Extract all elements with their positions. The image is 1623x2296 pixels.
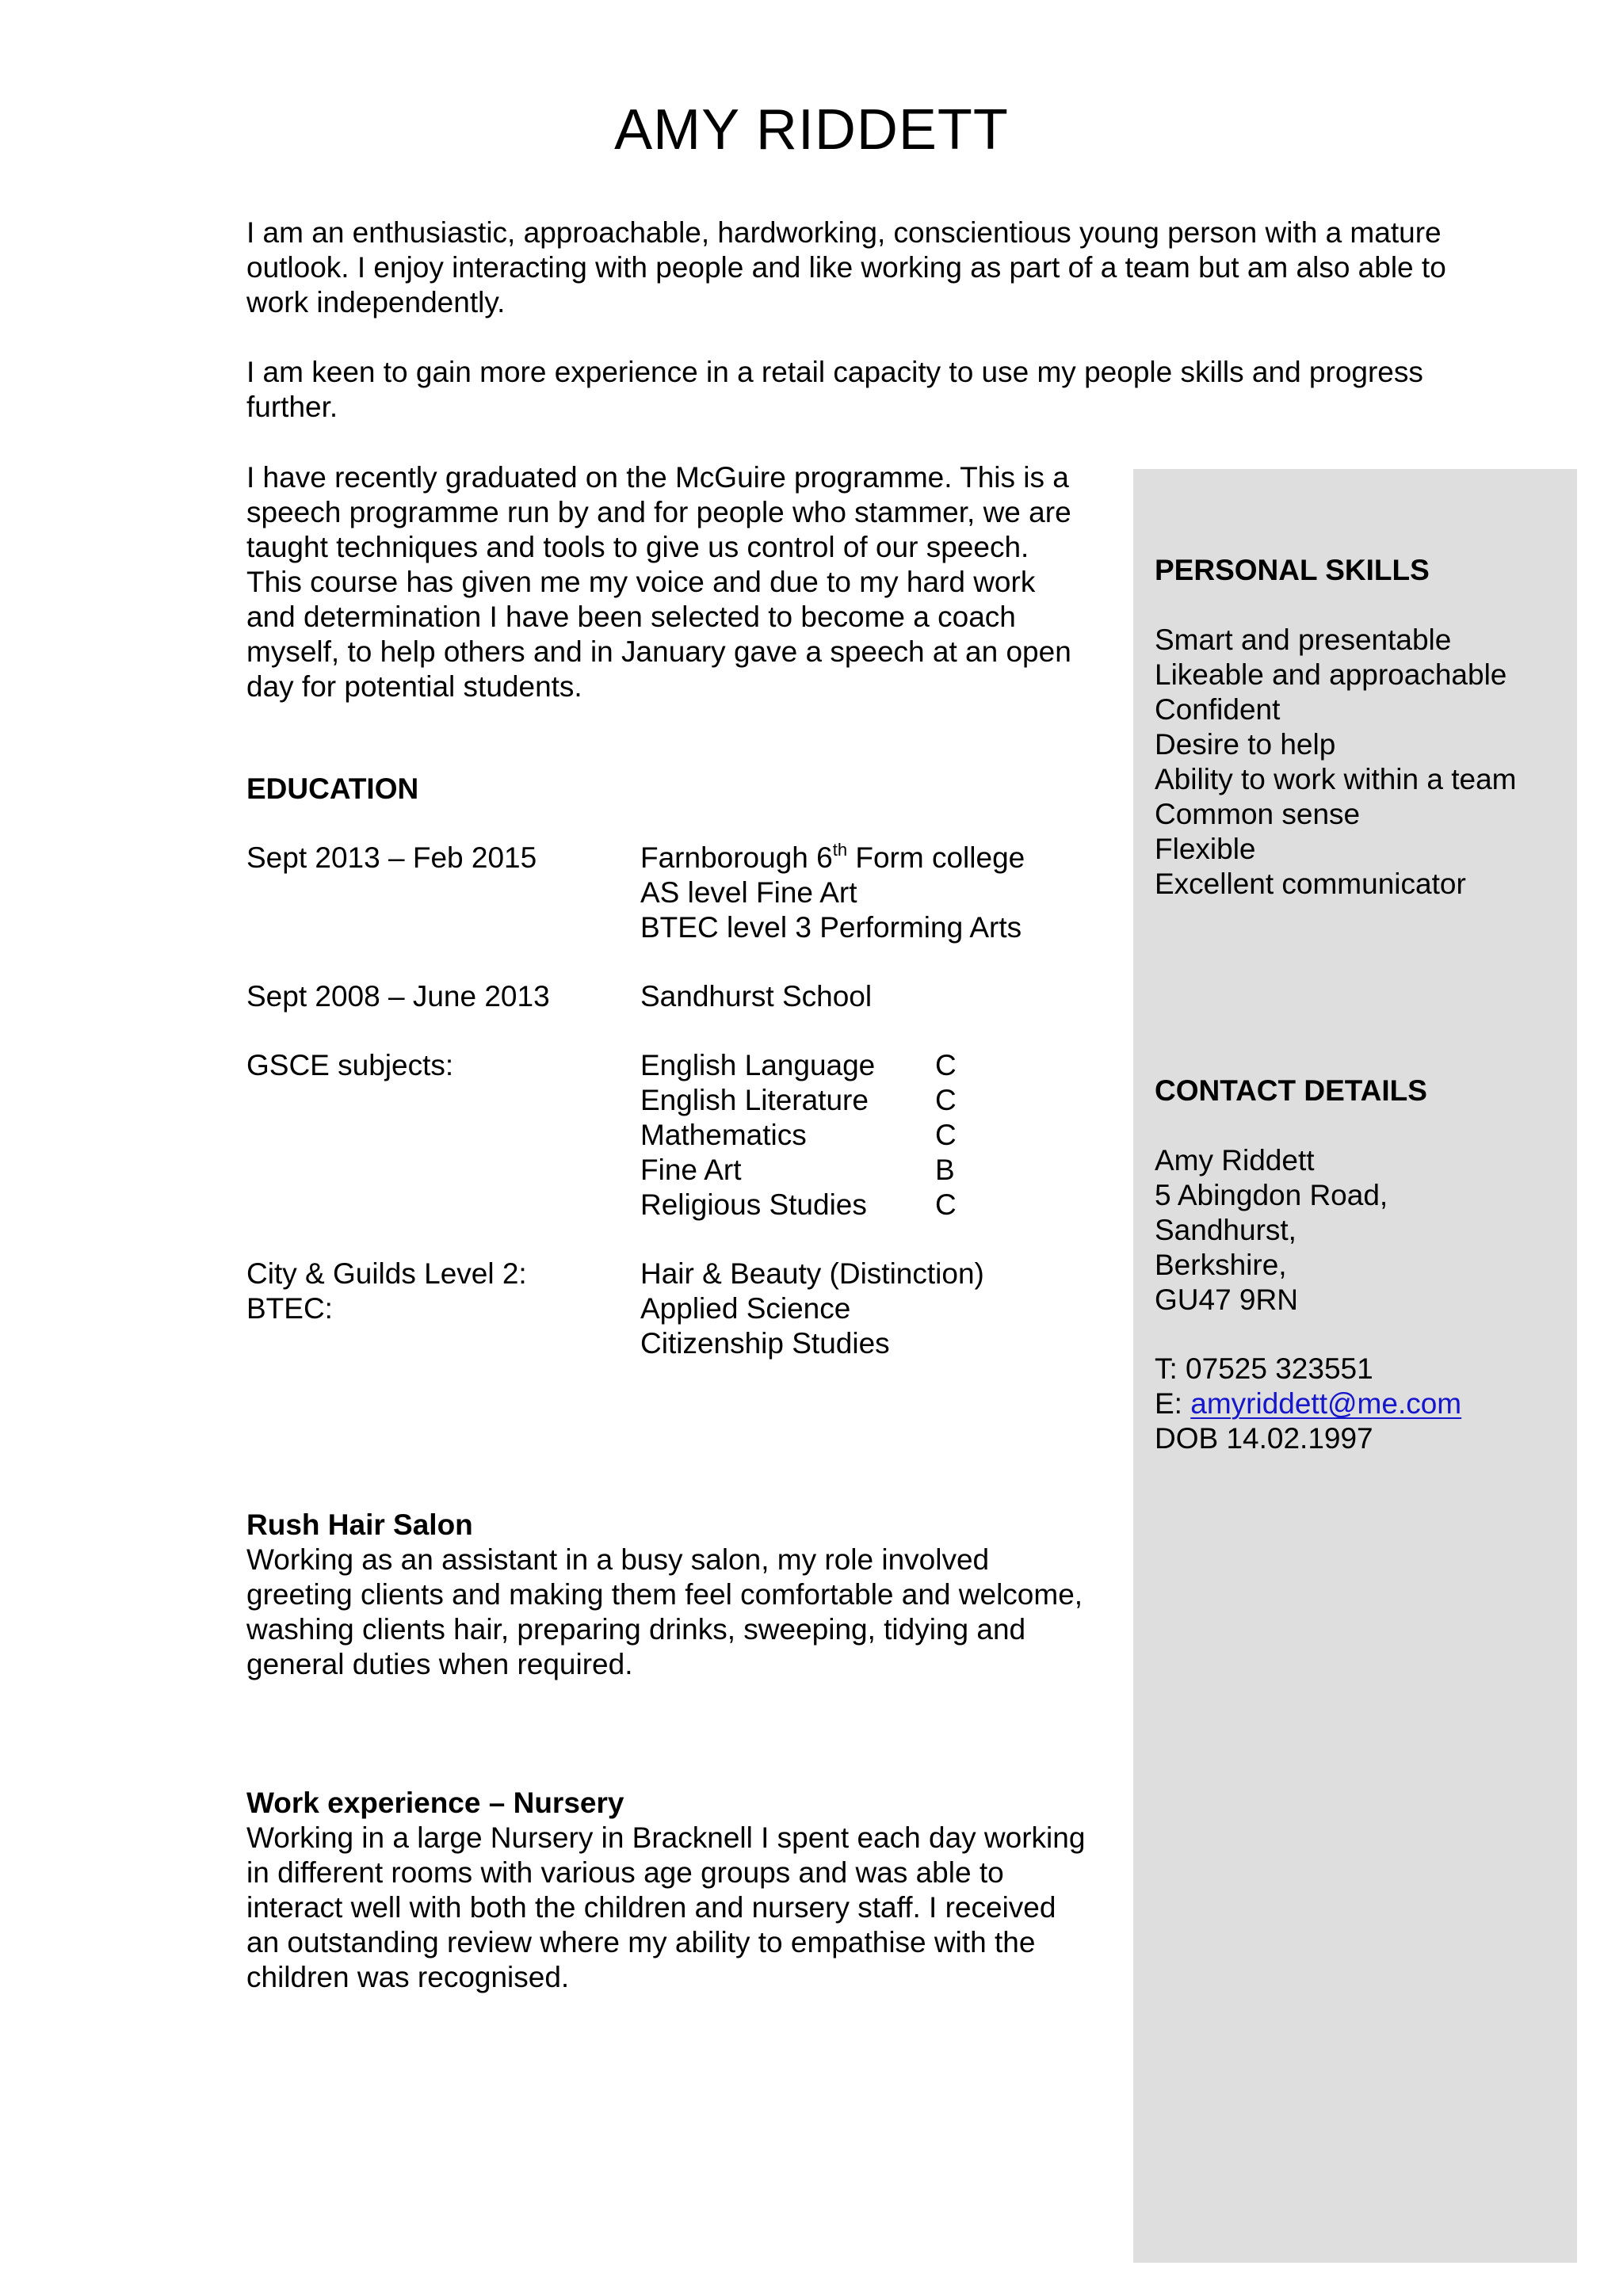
skill-item: Confident xyxy=(1155,693,1281,726)
gcse-grade: C xyxy=(935,1188,957,1221)
contact-info xyxy=(1155,1352,1461,1456)
skill-item: Common sense xyxy=(1155,798,1361,830)
text-line: general duties when required. xyxy=(246,1648,633,1680)
text-line: I am an enthusiastic, approachable, hardworking, conscientious young person with a mature xyxy=(246,216,1442,249)
personal-skills-list xyxy=(1155,623,1517,902)
gcse-subject: Mathematics xyxy=(640,1119,807,1151)
gcse-subject: Fine Art xyxy=(640,1154,742,1186)
experience-description xyxy=(246,1543,1083,1682)
gcse-grade: C xyxy=(935,1084,957,1116)
email-line xyxy=(1155,1386,1461,1421)
gcse-grades xyxy=(935,1048,957,1222)
text-line: and determination I have been selected to become a coach xyxy=(246,601,1016,633)
college-course: BTEC level 3 Performing Arts xyxy=(640,911,1022,944)
school-dates: Sept 2008 – June 2013 xyxy=(246,980,550,1013)
college-details xyxy=(640,841,1025,945)
college-name-text: Farnborough 6 xyxy=(640,841,833,874)
text-line: greeting clients and making them feel comfortable and welcome, xyxy=(246,1578,1083,1611)
address-line: Amy Riddett xyxy=(1155,1144,1315,1177)
gcse-subject: English Literature xyxy=(640,1084,869,1116)
btec-subject: Applied Science xyxy=(640,1292,851,1325)
text-line: I am keen to gain more experience in a retail capacity to use my people skills and progress xyxy=(246,356,1423,388)
contact-details-heading: CONTACT DETAILS xyxy=(1155,1074,1427,1107)
college-course: AS level Fine Art xyxy=(640,876,857,909)
text-line: I have recently graduated on the McGuire programme. This is a xyxy=(246,461,1069,494)
city-guilds-value: Hair & Beauty (Distinction) xyxy=(640,1257,984,1290)
text-line: interact well with both the children and nursery staff. I received xyxy=(246,1891,1056,1924)
text-line: children was recognised. xyxy=(246,1961,570,1993)
intro-paragraph-2 xyxy=(246,355,1423,425)
gcse-subject: Religious Studies xyxy=(640,1188,867,1221)
text-line: in different rooms with various age groups and was able to xyxy=(246,1856,1004,1889)
skill-item: Flexible xyxy=(1155,833,1256,865)
school-name: Sandhurst School xyxy=(640,980,873,1013)
text-line: work independently. xyxy=(246,286,506,318)
experience-title: Work experience – Nursery xyxy=(246,1787,624,1819)
address-line: 5 Abingdon Road, xyxy=(1155,1179,1388,1211)
education-heading: EDUCATION xyxy=(246,772,419,805)
text-line: This course has given me my voice and due to my hard work xyxy=(246,566,1036,598)
btec-subject: Citizenship Studies xyxy=(640,1327,890,1360)
address-line: Berkshire, xyxy=(1155,1249,1287,1281)
btec-label: BTEC: xyxy=(246,1292,333,1325)
phone-number: T: 07525 323551 xyxy=(1155,1352,1373,1385)
gcse-label: GSCE subjects: xyxy=(246,1049,454,1081)
gcse-grade: B xyxy=(935,1154,955,1186)
text-line: Working in a large Nursery in Bracknell I spent each day working xyxy=(246,1821,1086,1854)
text-line: washing clients hair, preparing drinks, sweeping, tidying and xyxy=(246,1613,1026,1646)
skill-item: Likeable and approachable xyxy=(1155,658,1507,691)
city-guilds-label: City & Guilds Level 2: xyxy=(246,1257,527,1290)
skill-item: Smart and presentable xyxy=(1155,624,1452,656)
college-name-sup: th xyxy=(832,840,848,860)
contact-address xyxy=(1155,1143,1388,1318)
date-of-birth: DOB 14.02.1997 xyxy=(1155,1422,1373,1455)
address-line: Sandhurst, xyxy=(1155,1214,1296,1246)
text-line: further. xyxy=(246,391,338,423)
college-dates: Sept 2013 – Feb 2015 xyxy=(246,841,537,874)
text-line: speech programme run by and for people who stammer, we are xyxy=(246,496,1071,528)
college-name-suffix: Form college xyxy=(847,841,1025,874)
email-prefix: E: xyxy=(1155,1387,1191,1420)
text-line: Working as an assistant in a busy salon, my role involved xyxy=(246,1543,990,1576)
gcse-grade: C xyxy=(935,1049,957,1081)
skill-item: Desire to help xyxy=(1155,728,1336,761)
email-link[interactable]: amyriddett@me.com xyxy=(1190,1387,1462,1420)
text-line: outlook. I enjoy interacting with people and like working as part of a team but am also able to xyxy=(246,251,1446,284)
experience-description xyxy=(246,1821,1085,1995)
text-line: an outstanding review where my ability to empathise with the xyxy=(246,1926,1036,1958)
experience-title: Rush Hair Salon xyxy=(246,1508,473,1541)
text-line: day for potential students. xyxy=(246,670,582,703)
text-line: myself, to help others and in January gave a speech at an open xyxy=(246,635,1071,668)
personal-skills-heading: PERSONAL SKILLS xyxy=(1155,554,1430,586)
page-title: AMY RIDDETT xyxy=(614,98,1009,162)
skill-item: Excellent communicator xyxy=(1155,868,1466,900)
intro-paragraph-1 xyxy=(246,215,1446,320)
address-line: GU47 9RN xyxy=(1155,1283,1298,1316)
text-line: taught techniques and tools to give us control of our speech. xyxy=(246,531,1029,563)
intro-paragraph-3 xyxy=(246,460,1071,704)
gcse-grade: C xyxy=(935,1119,957,1151)
skill-item: Ability to work within a team xyxy=(1155,763,1517,795)
gcse-subject: English Language xyxy=(640,1049,876,1081)
gcse-subjects xyxy=(640,1048,875,1222)
btec-values xyxy=(640,1291,890,1361)
college-name xyxy=(640,841,1025,875)
